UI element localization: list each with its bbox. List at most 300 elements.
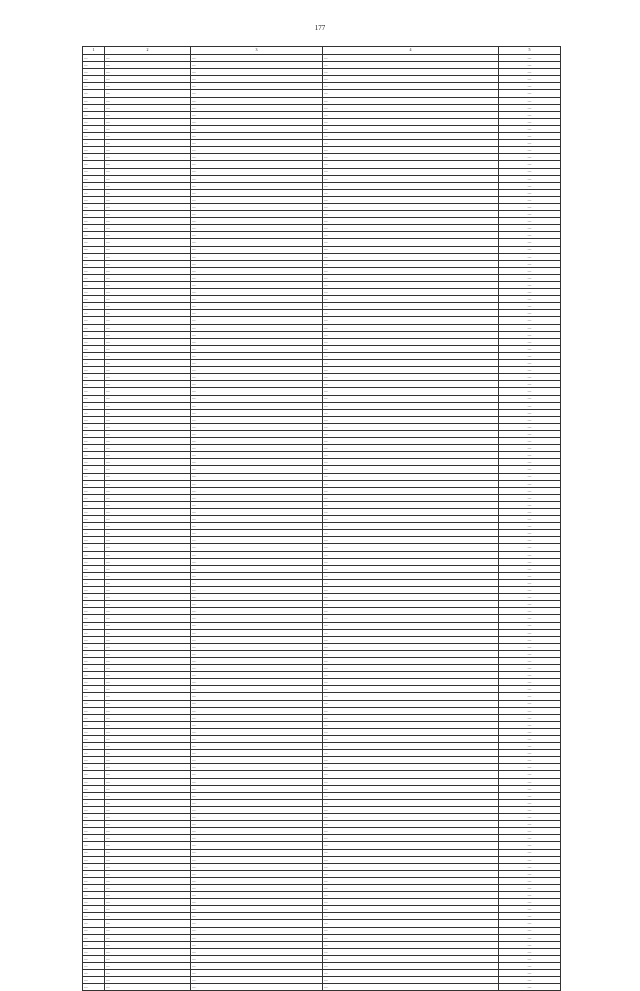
row-number-cell: — — [83, 821, 105, 828]
address-cell: — — [191, 842, 323, 849]
locality-cell: — — [105, 948, 191, 955]
work-type-cell: — — [323, 686, 499, 693]
work-type-cell: — — [323, 168, 499, 175]
period-cell: — — [499, 849, 561, 856]
table-row — [83, 83, 561, 90]
work-type-cell: — — [323, 672, 499, 679]
table-row — [83, 331, 561, 338]
row-number-cell: — — [83, 331, 105, 338]
period-cell: — — [499, 615, 561, 622]
row-number-cell: — — [83, 175, 105, 182]
locality-cell: — — [105, 296, 191, 303]
work-type-cell: — — [323, 863, 499, 870]
work-type-cell: — — [323, 870, 499, 877]
work-type-cell: — — [323, 487, 499, 494]
row-number-cell: — — [83, 416, 105, 423]
address-cell: — — [191, 133, 323, 140]
address-cell: — — [191, 814, 323, 821]
row-number-cell: — — [83, 572, 105, 579]
row-number-cell: — — [83, 643, 105, 650]
row-number-cell: — — [83, 225, 105, 232]
row-number-cell: — — [83, 374, 105, 381]
address-cell: — — [191, 501, 323, 508]
row-number-cell: — — [83, 76, 105, 83]
locality-cell: — — [105, 69, 191, 76]
work-type-cell: — — [323, 714, 499, 721]
table-row — [83, 175, 561, 182]
work-type-cell: — — [323, 934, 499, 941]
period-cell: — — [499, 338, 561, 345]
address-cell: — — [191, 551, 323, 558]
table-row — [83, 963, 561, 970]
row-number-cell: — — [83, 218, 105, 225]
period-cell: — — [499, 856, 561, 863]
address-cell: — — [191, 643, 323, 650]
locality-cell: — — [105, 906, 191, 913]
work-type-cell: — — [323, 657, 499, 664]
row-number-cell: — — [83, 55, 105, 62]
period-cell: — — [499, 211, 561, 218]
row-number-cell: — — [83, 509, 105, 516]
address-cell: — — [191, 636, 323, 643]
row-number-cell: — — [83, 551, 105, 558]
locality-cell: — — [105, 402, 191, 409]
table-row — [83, 806, 561, 813]
table-row — [83, 501, 561, 508]
work-type-cell: — — [323, 523, 499, 530]
work-type-cell: — — [323, 374, 499, 381]
row-number-cell: — — [83, 785, 105, 792]
period-cell: — — [499, 473, 561, 480]
locality-cell: — — [105, 778, 191, 785]
address-cell: — — [191, 239, 323, 246]
row-number-cell: — — [83, 459, 105, 466]
row-number-cell: — — [83, 870, 105, 877]
table-row — [83, 189, 561, 196]
address-cell: — — [191, 282, 323, 289]
period-cell: — — [499, 814, 561, 821]
table-row — [83, 714, 561, 721]
row-number-cell: — — [83, 381, 105, 388]
period-cell: — — [499, 579, 561, 586]
locality-cell: — — [105, 409, 191, 416]
work-type-cell: — — [323, 296, 499, 303]
period-cell: — — [499, 452, 561, 459]
period-cell: — — [499, 984, 561, 991]
work-type-cell: — — [323, 884, 499, 891]
period-cell: — — [499, 870, 561, 877]
locality-cell: — — [105, 665, 191, 672]
locality-cell: — — [105, 700, 191, 707]
table-row — [83, 523, 561, 530]
locality-cell: — — [105, 650, 191, 657]
row-number-cell: — — [83, 196, 105, 203]
address-cell: — — [191, 352, 323, 359]
period-cell: — — [499, 551, 561, 558]
address-cell: — — [191, 736, 323, 743]
work-type-cell: — — [323, 402, 499, 409]
locality-cell: — — [105, 367, 191, 374]
address-cell: — — [191, 338, 323, 345]
work-type-cell: — — [323, 388, 499, 395]
row-number-cell: — — [83, 792, 105, 799]
period-cell: — — [499, 367, 561, 374]
address-cell: — — [191, 430, 323, 437]
row-number-cell: — — [83, 203, 105, 210]
work-type-cell: — — [323, 466, 499, 473]
address-cell: — — [191, 963, 323, 970]
work-type-cell: — — [323, 757, 499, 764]
row-number-cell: — — [83, 636, 105, 643]
period-cell: — — [499, 225, 561, 232]
page-number: 177 — [314, 24, 326, 32]
locality-cell: — — [105, 459, 191, 466]
period-cell: — — [499, 388, 561, 395]
table-row — [83, 260, 561, 267]
row-number-cell: — — [83, 487, 105, 494]
locality-cell: — — [105, 452, 191, 459]
address-cell: — — [191, 90, 323, 97]
address-cell: — — [191, 856, 323, 863]
address-cell: — — [191, 494, 323, 501]
locality-cell: — — [105, 55, 191, 62]
locality-cell: — — [105, 643, 191, 650]
locality-cell: — — [105, 587, 191, 594]
work-type-cell: — — [323, 62, 499, 69]
address-cell: — — [191, 622, 323, 629]
locality-cell: — — [105, 232, 191, 239]
period-cell: — — [499, 828, 561, 835]
locality-cell: — — [105, 771, 191, 778]
locality-cell: — — [105, 814, 191, 821]
work-type-cell: — — [323, 83, 499, 90]
table-row — [83, 856, 561, 863]
row-number-cell: — — [83, 799, 105, 806]
row-number-cell: — — [83, 473, 105, 480]
work-type-cell: — — [323, 90, 499, 97]
address-cell: — — [191, 409, 323, 416]
period-cell: — — [499, 175, 561, 182]
table-row — [83, 792, 561, 799]
table-row — [83, 310, 561, 317]
table-row — [83, 743, 561, 750]
period-cell: — — [499, 672, 561, 679]
locality-cell: — — [105, 317, 191, 324]
address-cell: — — [191, 140, 323, 147]
period-cell: — — [499, 501, 561, 508]
locality-cell: — — [105, 473, 191, 480]
locality-cell: — — [105, 423, 191, 430]
table-row — [83, 225, 561, 232]
work-type-cell: — — [323, 558, 499, 565]
work-type-cell: — — [323, 253, 499, 260]
row-number-cell: — — [83, 111, 105, 118]
row-number-cell: — — [83, 246, 105, 253]
table-row — [83, 516, 561, 523]
row-number-cell: — — [83, 395, 105, 402]
table-row — [83, 558, 561, 565]
period-cell: — — [499, 650, 561, 657]
work-type-cell: — — [323, 345, 499, 352]
work-type-cell: — — [323, 395, 499, 402]
work-type-cell: — — [323, 572, 499, 579]
work-type-cell: — — [323, 55, 499, 62]
row-number-cell: — — [83, 977, 105, 984]
locality-cell: — — [105, 324, 191, 331]
row-number-cell: — — [83, 927, 105, 934]
address-cell: — — [191, 941, 323, 948]
table-row — [83, 218, 561, 225]
table-row — [83, 686, 561, 693]
row-number-cell: — — [83, 494, 105, 501]
locality-cell: — — [105, 196, 191, 203]
table-row — [83, 530, 561, 537]
row-number-cell: — — [83, 537, 105, 544]
locality-cell: — — [105, 246, 191, 253]
address-cell: — — [191, 679, 323, 686]
row-number-cell: — — [83, 97, 105, 104]
row-number-cell: — — [83, 452, 105, 459]
locality-cell: — — [105, 175, 191, 182]
work-type-cell: — — [323, 232, 499, 239]
work-type-cell: — — [323, 544, 499, 551]
work-type-cell: — — [323, 267, 499, 274]
work-type-cell: — — [323, 274, 499, 281]
work-type-cell: — — [323, 970, 499, 977]
address-cell: — — [191, 587, 323, 594]
table-row — [83, 941, 561, 948]
work-type-cell: — — [323, 778, 499, 785]
table-row — [83, 771, 561, 778]
address-cell: — — [191, 246, 323, 253]
period-cell: — — [499, 161, 561, 168]
address-cell: — — [191, 118, 323, 125]
row-number-cell: — — [83, 402, 105, 409]
period-cell: — — [499, 587, 561, 594]
locality-cell: — — [105, 565, 191, 572]
work-type-cell: — — [323, 189, 499, 196]
table-body — [83, 55, 561, 991]
locality-cell: — — [105, 984, 191, 991]
locality-cell: — — [105, 934, 191, 941]
work-type-cell: — — [323, 196, 499, 203]
period-cell: — — [499, 324, 561, 331]
address-cell: — — [191, 920, 323, 927]
row-number-cell: — — [83, 884, 105, 891]
locality-cell: — — [105, 955, 191, 962]
work-type-cell: — — [323, 650, 499, 657]
period-cell: — — [499, 884, 561, 891]
period-cell: — — [499, 750, 561, 757]
work-type-cell: — — [323, 352, 499, 359]
locality-cell: — — [105, 310, 191, 317]
locality-cell: — — [105, 970, 191, 977]
work-type-cell: — — [323, 608, 499, 615]
period-cell: — — [499, 296, 561, 303]
locality-cell: — — [105, 892, 191, 899]
period-cell: — — [499, 133, 561, 140]
period-cell: — — [499, 189, 561, 196]
row-number-cell: — — [83, 899, 105, 906]
table-row — [83, 948, 561, 955]
table-row — [83, 147, 561, 154]
locality-cell: — — [105, 558, 191, 565]
period-cell: — — [499, 345, 561, 352]
table-row — [83, 90, 561, 97]
period-cell: — — [499, 459, 561, 466]
period-cell: — — [499, 310, 561, 317]
period-cell: — — [499, 941, 561, 948]
row-number-cell: — — [83, 154, 105, 161]
period-cell: — — [499, 69, 561, 76]
work-type-cell: — — [323, 743, 499, 750]
address-cell: — — [191, 97, 323, 104]
row-number-cell: — — [83, 863, 105, 870]
table-row — [83, 232, 561, 239]
address-cell: — — [191, 700, 323, 707]
address-cell: — — [191, 62, 323, 69]
row-number-cell: — — [83, 828, 105, 835]
address-cell: — — [191, 289, 323, 296]
table-row — [83, 870, 561, 877]
period-cell: — — [499, 289, 561, 296]
address-cell: — — [191, 111, 323, 118]
address-cell: — — [191, 764, 323, 771]
address-cell: — — [191, 657, 323, 664]
address-cell: — — [191, 381, 323, 388]
table-row — [83, 785, 561, 792]
work-type-cell: — — [323, 154, 499, 161]
period-cell: — — [499, 509, 561, 516]
work-type-cell: — — [323, 750, 499, 757]
address-cell: — — [191, 83, 323, 90]
work-type-cell: — — [323, 636, 499, 643]
work-type-cell: — — [323, 594, 499, 601]
period-cell: — — [499, 154, 561, 161]
table-row — [83, 239, 561, 246]
period-cell: — — [499, 643, 561, 650]
table-row — [83, 324, 561, 331]
locality-cell: — — [105, 104, 191, 111]
table-row — [83, 849, 561, 856]
address-cell: — — [191, 203, 323, 210]
work-type-cell: — — [323, 211, 499, 218]
table-row — [83, 338, 561, 345]
work-type-cell: — — [323, 842, 499, 849]
period-cell: — — [499, 806, 561, 813]
table-row — [83, 700, 561, 707]
address-cell: — — [191, 728, 323, 735]
address-cell: — — [191, 906, 323, 913]
locality-cell: — — [105, 863, 191, 870]
locality-cell: — — [105, 125, 191, 132]
period-cell: — — [499, 395, 561, 402]
period-cell: — — [499, 530, 561, 537]
period-cell: — — [499, 416, 561, 423]
address-cell: — — [191, 984, 323, 991]
period-cell: — — [499, 317, 561, 324]
address-cell: — — [191, 296, 323, 303]
period-cell: — — [499, 565, 561, 572]
table-row — [83, 296, 561, 303]
locality-cell: — — [105, 260, 191, 267]
table-row — [83, 196, 561, 203]
table-row — [83, 572, 561, 579]
work-type-cell: — — [323, 643, 499, 650]
period-cell: — — [499, 274, 561, 281]
period-cell: — — [499, 906, 561, 913]
address-cell: — — [191, 806, 323, 813]
address-cell: — — [191, 934, 323, 941]
period-cell: — — [499, 877, 561, 884]
row-number-cell: — — [83, 955, 105, 962]
address-cell: — — [191, 324, 323, 331]
locality-cell: — — [105, 693, 191, 700]
row-number-cell: — — [83, 324, 105, 331]
period-cell: — — [499, 572, 561, 579]
row-number-cell: — — [83, 466, 105, 473]
table-row — [83, 650, 561, 657]
locality-cell: — — [105, 594, 191, 601]
work-type-cell: — — [323, 728, 499, 735]
work-type-cell: — — [323, 494, 499, 501]
table-row — [83, 317, 561, 324]
address-cell: — — [191, 196, 323, 203]
table-row — [83, 927, 561, 934]
table-row — [83, 679, 561, 686]
address-cell: — — [191, 360, 323, 367]
period-cell: — — [499, 764, 561, 771]
table-row — [83, 246, 561, 253]
address-cell: — — [191, 849, 323, 856]
work-type-cell: — — [323, 111, 499, 118]
locality-cell: — — [105, 516, 191, 523]
row-number-cell: — — [83, 289, 105, 296]
address-cell: — — [191, 792, 323, 799]
row-number-cell: — — [83, 707, 105, 714]
column-header-4: 4 — [323, 47, 499, 55]
work-type-cell: — — [323, 771, 499, 778]
address-cell: — — [191, 104, 323, 111]
table-row — [83, 395, 561, 402]
locality-cell: — — [105, 636, 191, 643]
row-number-cell: — — [83, 232, 105, 239]
locality-cell: — — [105, 331, 191, 338]
period-cell: — — [499, 97, 561, 104]
locality-cell: — — [105, 168, 191, 175]
period-cell: — — [499, 736, 561, 743]
row-number-cell: — — [83, 260, 105, 267]
address-cell: — — [191, 69, 323, 76]
work-type-cell: — — [323, 367, 499, 374]
table-row — [83, 402, 561, 409]
row-number-cell: — — [83, 118, 105, 125]
address-cell: — — [191, 877, 323, 884]
address-cell: — — [191, 530, 323, 537]
table-row — [83, 487, 561, 494]
address-cell: — — [191, 76, 323, 83]
period-cell: — — [499, 679, 561, 686]
locality-cell: — — [105, 90, 191, 97]
period-cell: — — [499, 757, 561, 764]
row-number-cell: — — [83, 579, 105, 586]
work-type-cell: — — [323, 239, 499, 246]
address-cell: — — [191, 367, 323, 374]
address-cell: — — [191, 799, 323, 806]
work-type-cell: — — [323, 984, 499, 991]
address-cell: — — [191, 438, 323, 445]
row-number-cell: — — [83, 338, 105, 345]
